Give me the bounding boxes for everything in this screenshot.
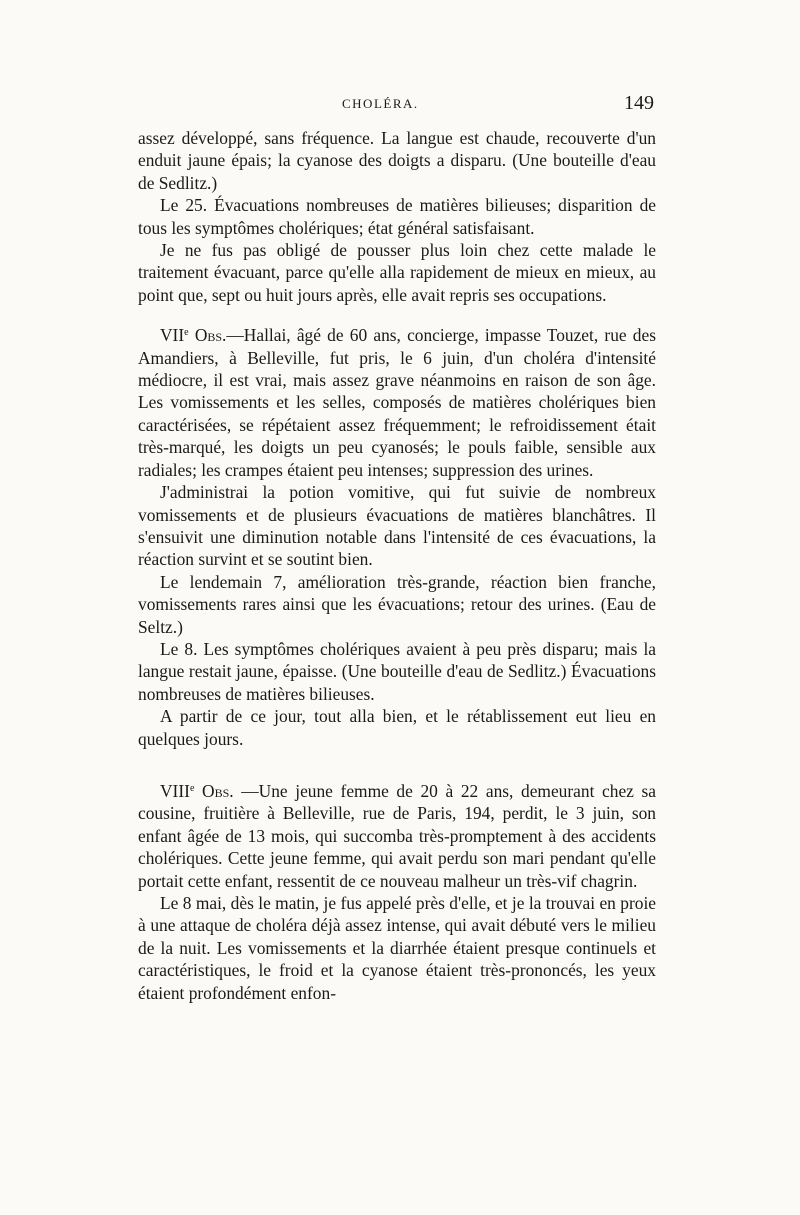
paragraph	[138, 638, 656, 705]
observation-paragraph	[138, 780, 656, 892]
paragraph-text: Je ne fus pas obligé de pousser plus loin chez cette malade le traitement évacuant, parce qu'elle alla rapidement de mieux en mieux, au point que, sept ou huit jours après, elle avait repris ses occupations.	[138, 240, 656, 305]
running-title: CHOLÉRA.	[342, 96, 419, 111]
paragraph	[138, 892, 656, 1004]
paragraph-text: Le lendemain 7, amélioration très-grande, réaction bien franche, vomissements rares ainsi que les évacuations; retour des urines. (Eau de Seltz.)	[138, 571, 656, 637]
paragraph	[138, 127, 656, 194]
body-text	[138, 127, 656, 1004]
observation-numeral: VIII	[160, 780, 190, 801]
observation-numeral: VII	[160, 325, 185, 346]
paragraph-text: J'administrai la potion vomitive, qui fut suivie de nombreux vomissements et de plusieurs évacuations de matières blanchâtres. Il s'ensuivit une diminution notable dans l'intensité de ces évacuations, la réaction survint et se soutint bien.	[138, 482, 656, 570]
paragraph-text: assez développé, sans fréquence. La langue est chaude, recouverte d'un enduit jaune épais; la cyanose des doigts a disparu. (Une bouteille d'eau de Sedlitz.)	[138, 128, 656, 193]
paragraph	[138, 481, 656, 571]
observation-superscript: e	[184, 327, 189, 339]
paragraph-text: —Une jeune femme de 20 à 22 ans, demeurant chez sa cousine, fruitière à Belleville, rue de Paris, 194, perdit, le 3 juin, son enfant âgée de 13 mois, qui succomba très-promptement à des accidents cholériques. Cette jeune femme, qui avait perdu son mari pendant qu'elle portait cette enfant, ressentit de ce nouveau malheur un très-vif chagrin.	[138, 780, 656, 891]
paragraph-text: Le 8. Les symptômes cholériques avaient à peu près disparu; mais la langue restait jaune, épaisse. (Une bouteille d'eau de Sedlitz.) Évacuations nombreuses de matières bilieuses.	[138, 638, 656, 704]
paragraph	[138, 705, 656, 750]
page-header	[138, 92, 656, 116]
observation-abbreviation: Obs.	[194, 325, 227, 346]
paragraph-text: Le 25. Évacuations nombreuses de matières bilieuses; disparition de tous les symptômes cholériques; état général satisfaisant.	[138, 195, 656, 238]
paragraph	[138, 571, 656, 638]
paragraph-text: A partir de ce jour, tout alla bien, et le rétablissement eut lieu en quelques jours.	[138, 706, 656, 749]
paragraph-text: Le 8 mai, dès le matin, je fus appelé près d'elle, et je la trouvai en proie à une attaque de choléra déjà assez intense, qui avait débuté vers le milieu de la nuit. Les vomissements et la diarrhée étaient presque continuels et caractéristiques, le froid et la cyanose étaient très-prononcés, les yeux étaient profondément enfon-	[138, 893, 656, 1003]
paragraph-text: —Hallai, âgé de 60 ans, concierge, impasse Touzet, rue des Amandiers, à Belleville, fut pris, le 6 juin, d'un choléra d'intensité médiocre, il est vrai, mais assez grave néanmoins en raison de son âge. Les vomissements et les selles, composés de matières cholériques bien caractérisées, se répétaient assez fréquemment; le refroidissement était très-marqué, les doigts un peu cyanosés; le pouls faible, sensible aux radiales; les crampes étaient peu intenses; suppression des urines.	[138, 325, 656, 480]
observation-abbreviation: Obs.	[202, 780, 234, 801]
paragraph	[138, 239, 656, 306]
page-number: 149	[624, 92, 654, 114]
observation-paragraph	[138, 324, 656, 481]
observation-superscript: e	[189, 782, 195, 794]
paragraph	[138, 194, 656, 239]
